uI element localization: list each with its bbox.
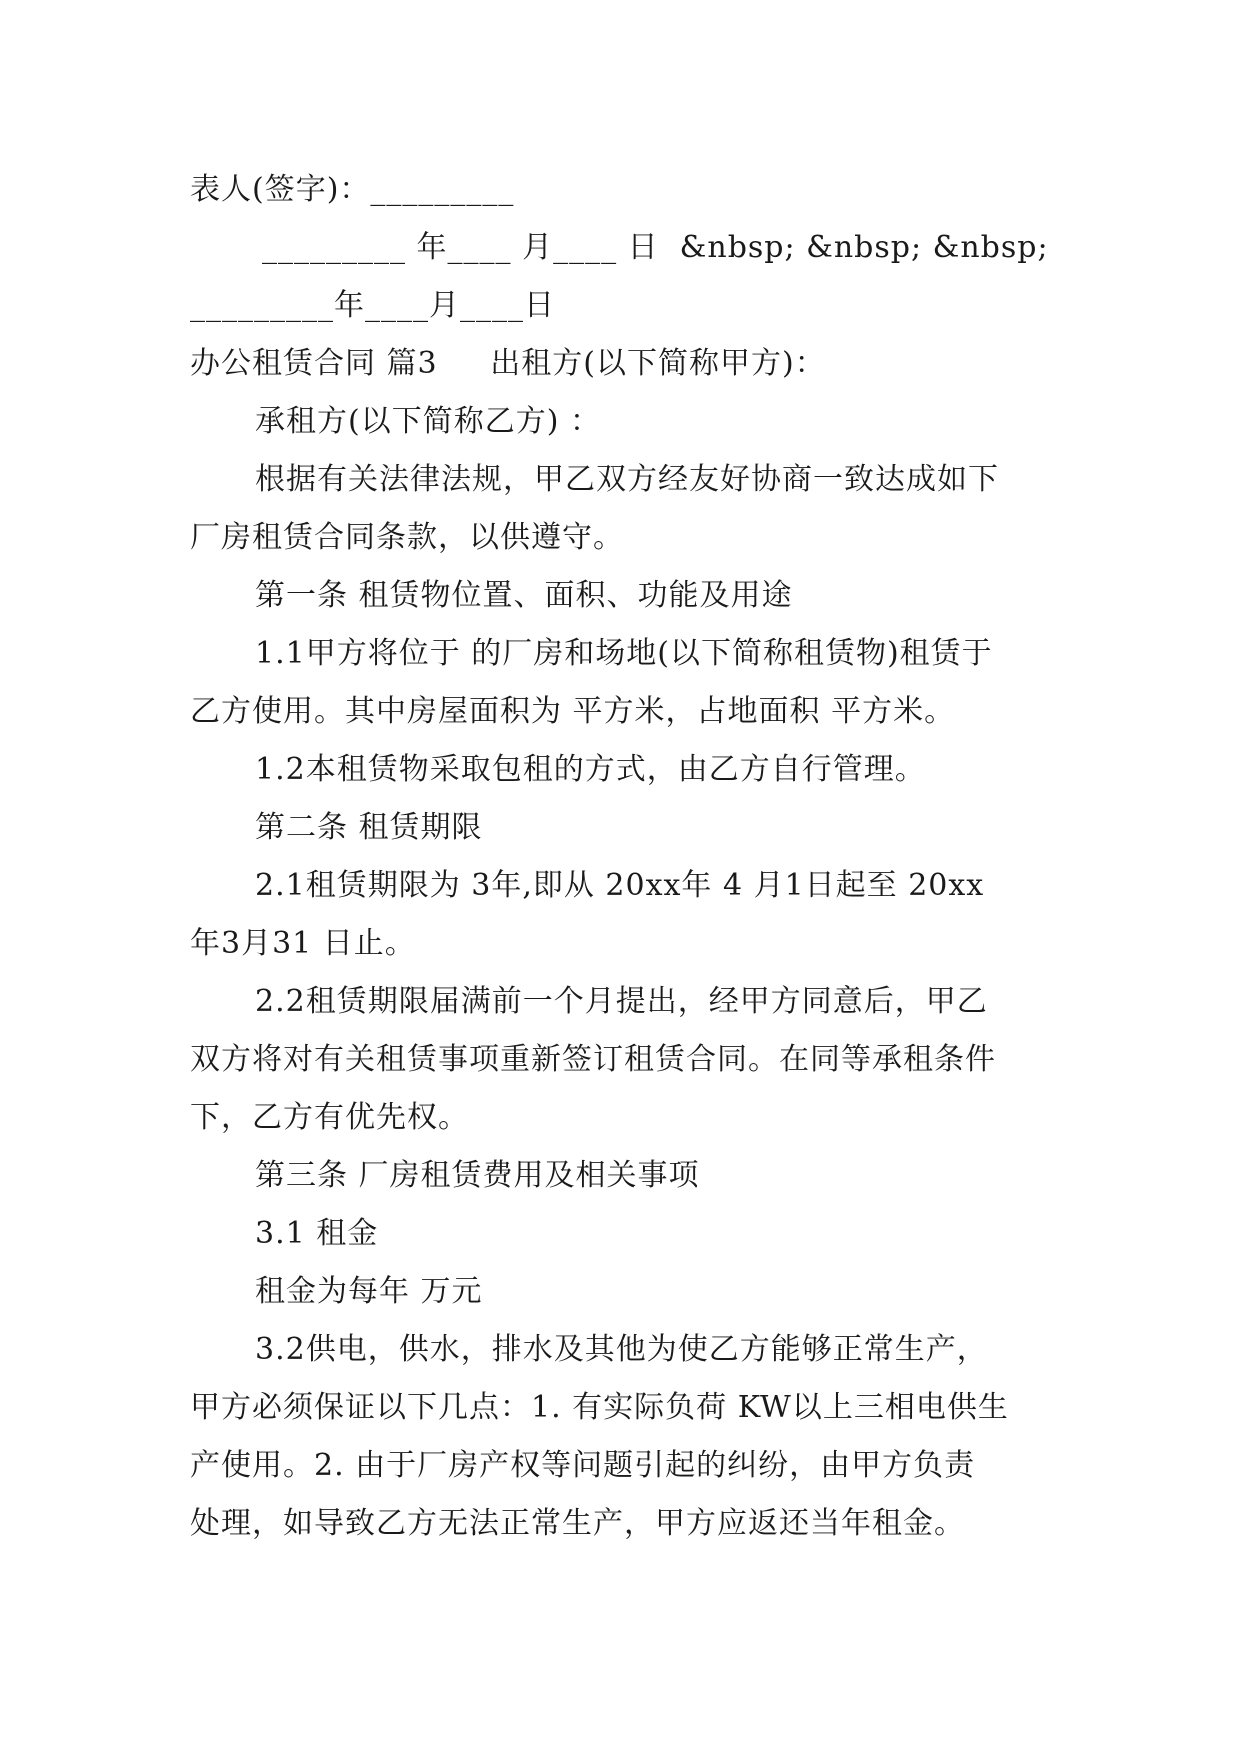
contract-title-line: 办公租赁合同 篇3 出租方(以下简称甲方)： — [190, 346, 826, 381]
section-heading: 第二条 租赁期限 — [255, 810, 483, 845]
paragraph-line: 乙方使用。其中房屋面积为 平方米，占地面积 平方米。 — [190, 694, 956, 729]
paragraph-line: 1.2本租赁物采取包租的方式，由乙方自行管理。 — [255, 752, 926, 787]
paragraph-line: 双方将对有关租赁事项重新签订租赁合同。在同等承租条件 — [190, 1042, 996, 1077]
paragraph-line: 厂房租赁合同条款，以供遵守。 — [190, 520, 624, 555]
paragraph-line: 甲方必须保证以下几点：1. 有实际负荷 KW以上三相电供生 — [190, 1390, 1009, 1425]
paragraph-line: 承租方(以下简称乙方) ： — [255, 404, 601, 439]
date-line-2: _________年____月____日 — [190, 288, 555, 323]
paragraph-line: 产使用。2. 由于厂房产权等问题引起的纠纷，由甲方负责 — [190, 1448, 976, 1483]
subsection-heading: 3.1 租金 — [255, 1216, 379, 1251]
paragraph-line: 下，乙方有优先权。 — [190, 1100, 469, 1135]
paragraph-line: 3.2供电，供水，排水及其他为使乙方能够正常生产， — [255, 1332, 988, 1367]
signature-line: 表人(签字)：_________ — [190, 172, 515, 207]
section-heading: 第三条 厂房租赁费用及相关事项 — [255, 1158, 700, 1193]
paragraph-line: 根据有关法律法规，甲乙双方经友好协商一致达成如下 — [255, 462, 999, 497]
paragraph-line: 年3月31 日止。 — [190, 926, 416, 961]
paragraph-line: 1.1甲方将位于 的厂房和场地(以下简称租赁物)租赁于 — [255, 636, 993, 671]
paragraph-line: 2.1租赁期限为 3年,即从 20xx年 4 月1日起至 20xx — [255, 868, 985, 903]
paragraph-line: 租金为每年 万元 — [255, 1274, 483, 1309]
paragraph-line: 2.2租赁期限届满前一个月提出，经甲方同意后，甲乙 — [255, 984, 988, 1019]
date-line-1: _________ 年____ 月____ 日 &nbsp; &nbsp; &nbsp; — [262, 230, 1049, 265]
paragraph-line: 处理，如导致乙方无法正常生产，甲方应返还当年租金。 — [190, 1506, 965, 1541]
section-heading: 第一条 租赁物位置、面积、功能及用途 — [255, 578, 793, 613]
